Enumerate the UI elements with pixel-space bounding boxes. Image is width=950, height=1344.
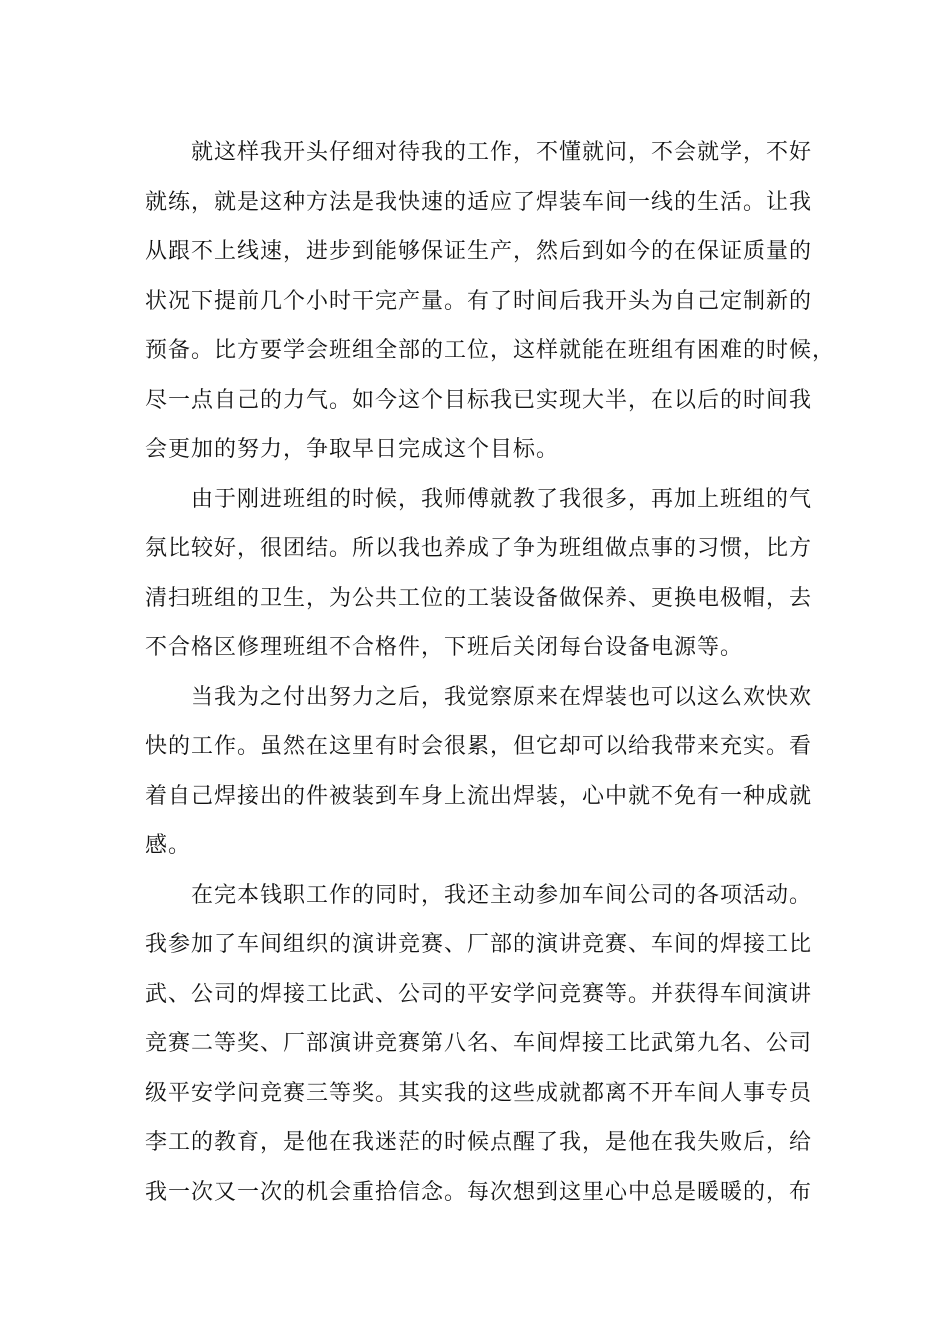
text-line: 李工的教育，是他在我迷茫的时候点醒了我，是他在我失败后，给	[145, 1130, 813, 1155]
paragraph-2	[145, 475, 813, 673]
text-line: 从跟不上线速，进步到能够保证生产，然后到如今的在保证质量的	[145, 239, 813, 264]
text-line: 就这样我开头仔细对待我的工作，不懂就问，不会就学，不好	[191, 140, 813, 165]
text-line: 我参加了车间组织的演讲竞赛、厂部的演讲竞赛、车间的焊接工比	[145, 932, 813, 957]
text-line: 当我为之付出努力之后，我觉察原来在焊装也可以这么欢快欢	[191, 684, 813, 710]
text-line: 尽一点自己的力气。如今这个目标我已实现大半，在以后的时间我	[145, 387, 813, 413]
paragraph-4	[145, 871, 813, 1218]
text-line: 不合格区修理班组不合格件，下班后关闭每台设备电源等。	[145, 635, 744, 660]
text-line: 级平安学问竞赛三等奖。其实我的这些成就都离不开车间人事专员	[145, 1080, 813, 1106]
text-line: 氛比较好，很团结。所以我也养成了争为班组做点事的习惯，比方	[145, 536, 813, 561]
text-line: 在完本钱职工作的同时，我还主动参加车间公司的各项活动。	[191, 882, 813, 908]
text-line: 就练，就是这种方法是我快速的适应了焊装车间一线的生活。让我	[145, 189, 813, 215]
text-line: 着自己焊接出的件被装到车身上流出焊装，心中就不免有一种成就	[145, 783, 813, 809]
text-line: 状况下提前几个小时干完产量。有了时间后我开头为自己定制新的	[145, 288, 813, 314]
paragraph-1	[145, 128, 836, 475]
paragraph-3	[145, 673, 813, 871]
text-line: 我一次又一次的机会重拾信念。每次想到这里心中总是暖暖的，布	[145, 1179, 813, 1205]
text-line: 武、公司的焊接工比武、公司的平安学问竞赛等。并获得车间演讲	[145, 981, 813, 1007]
text-line: 预备。比方要学会班组全部的工位，这样就能在班组有困难的时候，	[145, 338, 836, 363]
document-body	[145, 128, 836, 1217]
text-line: 感。	[145, 833, 192, 858]
text-line: 竞赛二等奖、厂部演讲竞赛第八名、车间焊接工比武第九名、公司	[145, 1031, 813, 1056]
text-line: 快的工作。虽然在这里有时会很累，但它却可以给我带来充实。看	[145, 734, 813, 759]
text-line: 会更加的努力，争取早日完成这个目标。	[145, 437, 560, 462]
text-line: 清扫班组的卫生，为公共工位的工装设备做保养、更换电极帽，去	[145, 585, 813, 611]
text-line: 由于刚进班组的时候，我师傅就教了我很多，再加上班组的气	[191, 486, 813, 512]
